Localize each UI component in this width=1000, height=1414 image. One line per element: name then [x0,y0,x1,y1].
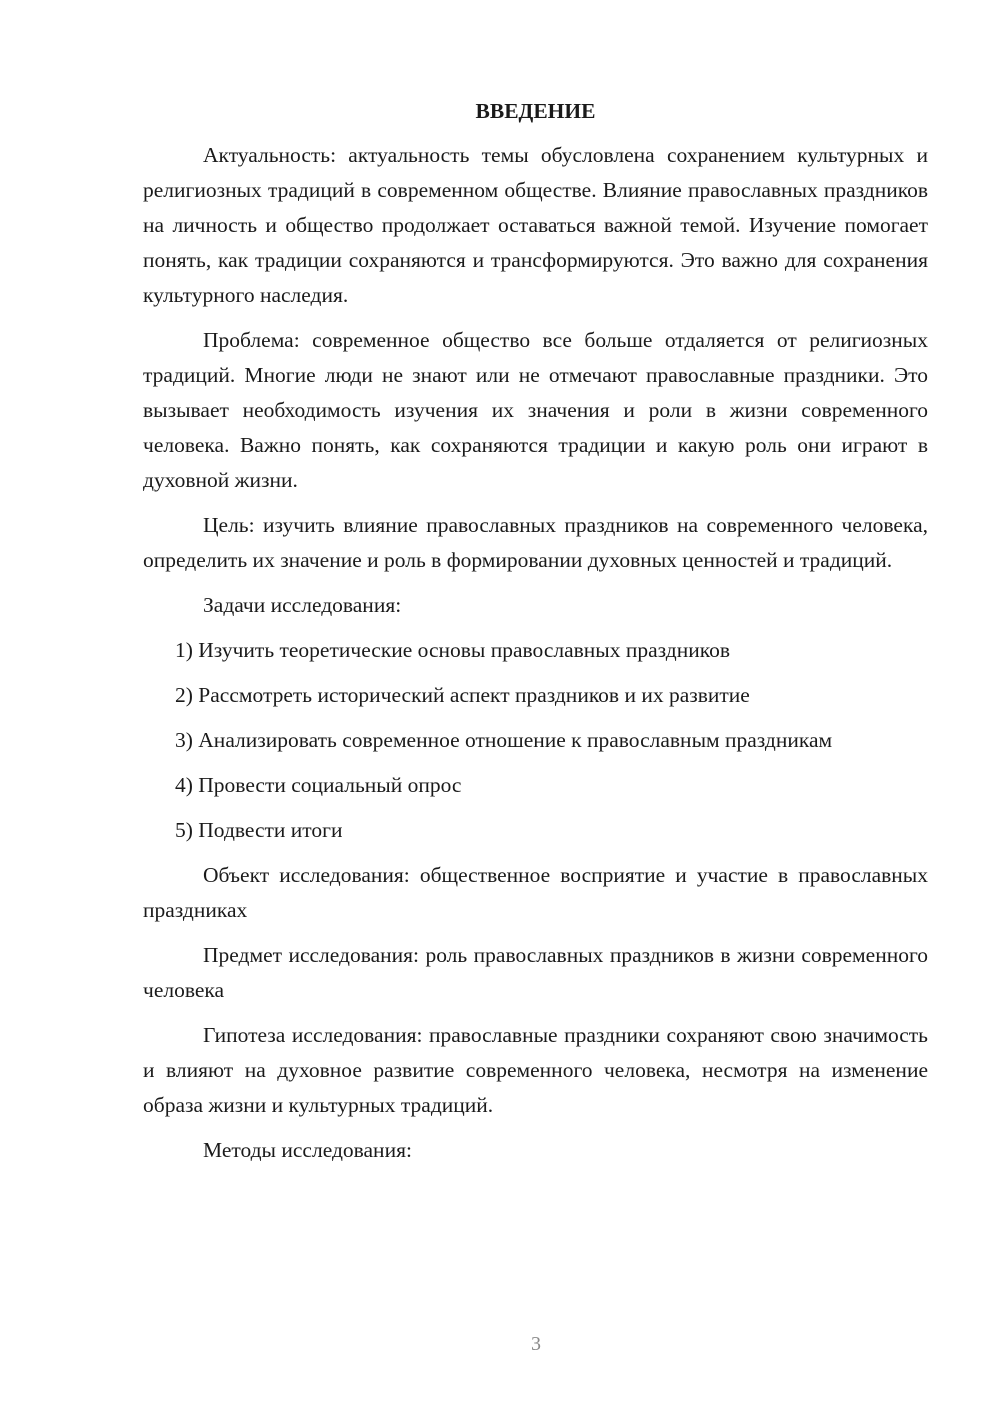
tasks-title: Задачи исследования: [203,593,402,617]
goal-paragraph: Цель: изучить влияние православных праздников на современного человека, определить их значение и роль в формировании духовных ценностей и традиций. [143,513,928,572]
subject-paragraph: Предмет исследования: роль православных праздников в жизни современного человека [143,943,928,1002]
task-item-5: 5) Подвести итоги [175,818,343,842]
methods-paragraph: Методы исследования: [203,1138,412,1162]
task-item-2: 2) Рассмотреть исторический аспект праздников и их развитие [175,683,750,707]
task-item-1: 1) Изучить теоретические основы православных праздников [175,638,730,662]
problem-paragraph: Проблема: современное общество все больше отдаляется от религиозных традиций. Многие люди не знают или не отмечают православные праздники. Это вызывает необходимость изучения их значения и роли в жизни современного человека. Важно понять, как сохраняются традиции и какую роль они играют в духовной жизни. [143,328,928,492]
hypothesis-paragraph: Гипотеза исследования: православные праздники сохраняют свою значимость и влияют на духовное развитие современного человека, несмотря на изменение образа жизни и культурных традиций. [143,1023,928,1117]
task-item-3: 3) Анализировать современное отношение к православным праздникам [175,728,833,752]
document-page [143,94,928,1178]
page-number: 3 [531,1333,541,1355]
relevance-paragraph: Актуальность: актуальность темы обусловлена сохранением культурных и религиозных традиций в современном обществе. Влияние православных праздников на личность и общество продолжает оставаться важной темой. Изучение помогает понять, как традиции сохраняются и трансформируются. Это важно для сохранения культурного наследия. [143,143,928,307]
task-item-4: 4) Провести социальный опрос [175,773,462,797]
object-paragraph: Объект исследования: общественное восприятие и участие в православных праздниках [143,863,928,922]
section-heading: ВВЕДЕНИЕ [475,99,596,123]
